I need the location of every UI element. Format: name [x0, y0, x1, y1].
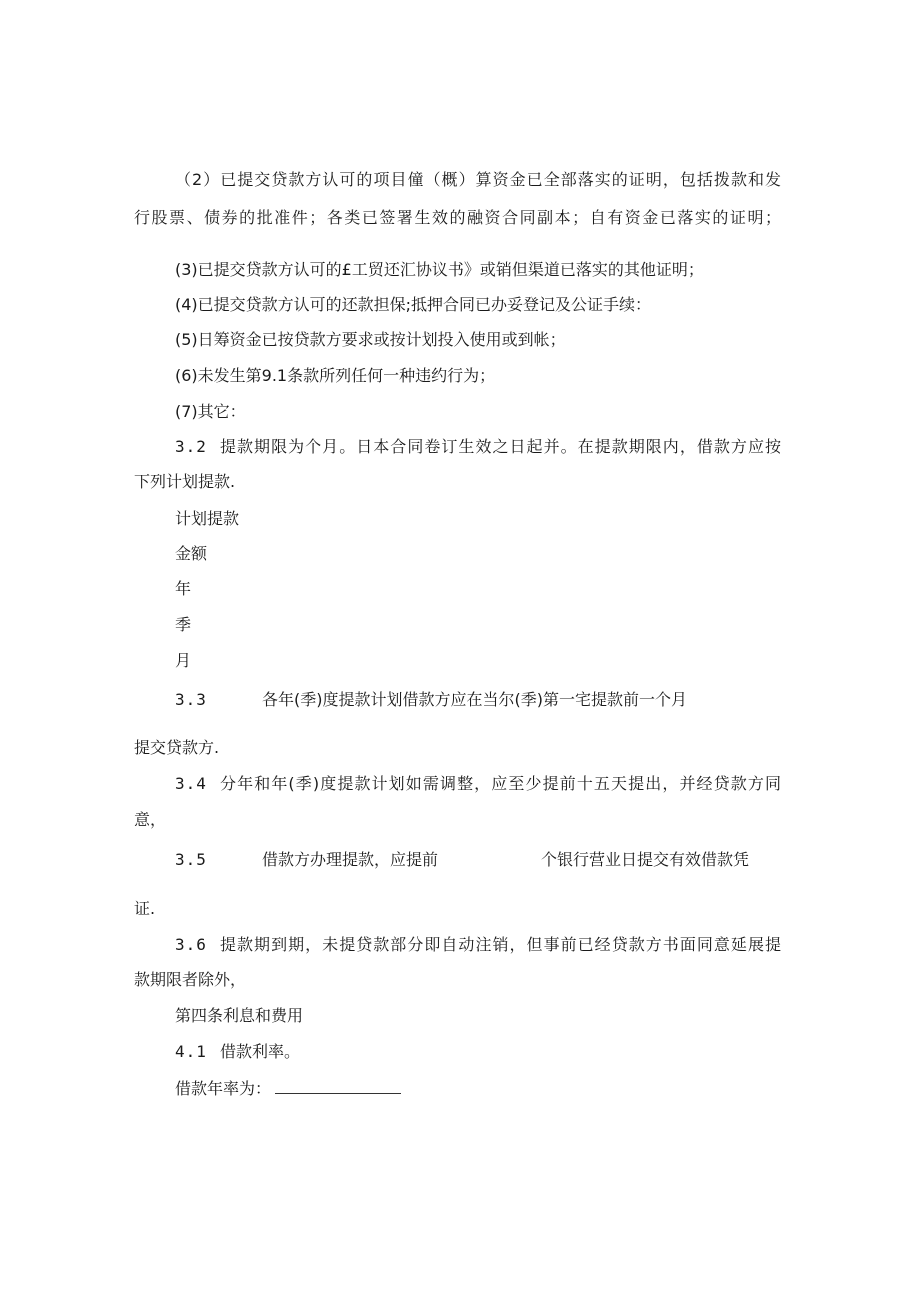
interest-rate-line [175, 1079, 401, 1099]
section-4-1-number: 4.1 [175, 1042, 207, 1061]
section-3-5-part-2: 个银行营业日提交有效借款凭 [541, 850, 750, 869]
section-3-5-line-2: 证. [134, 899, 156, 918]
section-3-3-line-2: 提交贷款方. [134, 738, 220, 757]
section-3-2-line-2: 下列计划提款. [134, 472, 236, 491]
schedule-plan: 计划提款 [175, 509, 240, 528]
interest-rate-blank[interactable] [275, 1079, 401, 1094]
section-3-5-part-1: 借款方办理提款，应提前 [262, 850, 439, 869]
clause-2-line-2: 行股票、债券的批准件；各类已签署生效的融资合同副本；自有资金已落实的证明； [134, 208, 781, 227]
section-3-3-number: 3.3 [175, 690, 207, 709]
section-3-4-line-2: 意， [134, 810, 167, 829]
interest-rate-label: 借款年率为： [175, 1079, 272, 1098]
section-3-4-number: 3.4 [175, 774, 207, 793]
schedule-year: 年 [175, 579, 192, 598]
clause-2-line-1: （2）已提交贷款方认可的项目僮（概）算资金已全部落实的证明，包括拨款和发 [175, 170, 781, 189]
section-3-4-line-1: 分年和年(季)度提款计划如需调整，应至少提前十五天提出，并经贷款方同 [220, 774, 781, 793]
section-3-3-line-1: 各年(季)度提款计划借款方应在当尔(季)第一宅提款前一个月 [262, 690, 687, 709]
section-3-2-line-1: 提款期限为个月。日本合同卷订生效之日起并。在提款期限内，借款方应按 [220, 437, 781, 456]
section-3-6-number: 3.6 [175, 935, 207, 954]
clause-3: (3)已提交贷款方认可的£工贸还汇协议书》或销但渠道已落实的其他证明； [175, 260, 704, 279]
section-3-6-line-2: 款期限者除外， [134, 970, 247, 989]
section-3-2-number: 3.2 [175, 437, 207, 456]
clause-4: (4)已提交贷款方认可的还款担保;抵押合同已办妥登记及公证手续： [175, 295, 652, 314]
article-4-title: 第四条利息和费用 [175, 1006, 304, 1025]
section-4-1-text: 借款利率。 [220, 1042, 301, 1061]
section-3-6-line-1: 提款期到期，未提贷款部分即自动注销，但事前已经贷款方书面同意延展提 [220, 935, 781, 954]
clause-5: (5)日筹资金已按贷款方要求或按计划投入使用或到帐； [175, 330, 566, 349]
schedule-season: 季 [175, 615, 192, 634]
clause-7: (7)其它： [175, 402, 246, 421]
schedule-amount: 金额 [175, 544, 208, 563]
clause-6: (6)未发生第9.1条款所列任何一种违约行为； [175, 366, 496, 385]
schedule-month: 月 [175, 651, 192, 670]
section-3-5-number: 3.5 [175, 850, 207, 869]
